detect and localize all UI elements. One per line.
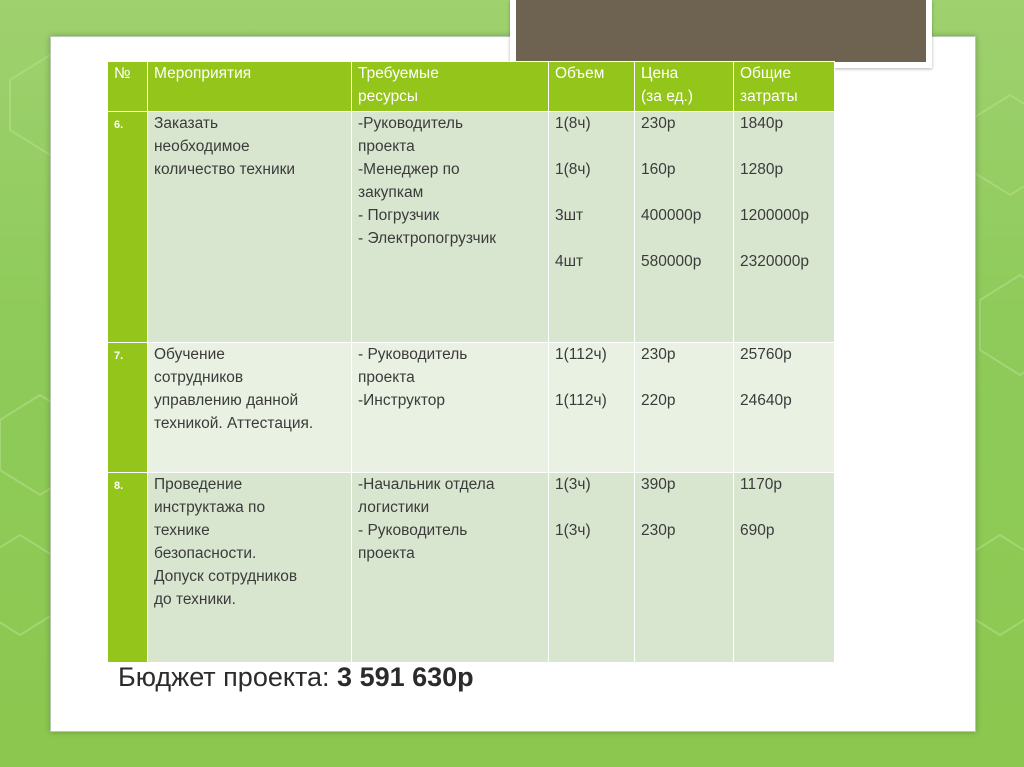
- table-header-row: [108, 62, 835, 112]
- row-price: 230р 160р 400000р 580000р: [635, 112, 734, 343]
- decorative-title-box: [510, 0, 932, 68]
- row-number: 7.: [108, 343, 148, 473]
- row-total: 25760р 24640р: [734, 343, 835, 473]
- row-activity: Обучение сотрудников управлению данной техникой. Аттестация.: [148, 343, 352, 473]
- project-budget: [118, 662, 474, 693]
- row-total: 1170р 690р: [734, 473, 835, 663]
- row-resources: -Начальник отдела логистики - Руководитель проекта: [352, 473, 549, 663]
- header-volume: Объем: [549, 62, 635, 112]
- row-price: 390р 230р: [635, 473, 734, 663]
- row-activity: Заказать необходимое количество техники: [148, 112, 352, 343]
- header-total: Общие затраты: [734, 62, 835, 112]
- row-volume: 1(8ч) 1(8ч) 3шт 4шт: [549, 112, 635, 343]
- table-row: [108, 112, 835, 343]
- budget-label: Бюджет проекта:: [118, 662, 338, 692]
- row-number: 6.: [108, 112, 148, 343]
- budget-value: 3 591 630р: [337, 662, 474, 692]
- row-total: 1840р 1280р 1200000р 2320000р: [734, 112, 835, 343]
- header-resources: Требуемые ресурсы: [352, 62, 549, 112]
- row-volume: 1(112ч) 1(112ч): [549, 343, 635, 473]
- row-resources: - Руководитель проекта -Инструктор: [352, 343, 549, 473]
- header-price: Цена (за ед.): [635, 62, 734, 112]
- header-activity: Мероприятия: [148, 62, 352, 112]
- row-volume: 1(3ч) 1(3ч): [549, 473, 635, 663]
- header-num: №: [108, 62, 148, 112]
- row-number: 8.: [108, 473, 148, 663]
- budget-table: [107, 61, 835, 663]
- table-row: [108, 343, 835, 473]
- table-row: [108, 473, 835, 663]
- row-price: 230р 220р: [635, 343, 734, 473]
- row-activity: Проведение инструктажа по технике безопасности. Допуск сотрудников до техники.: [148, 473, 352, 663]
- row-resources: -Руководитель проекта -Менеджер по закупкам - Погрузчик - Электропогрузчик: [352, 112, 549, 343]
